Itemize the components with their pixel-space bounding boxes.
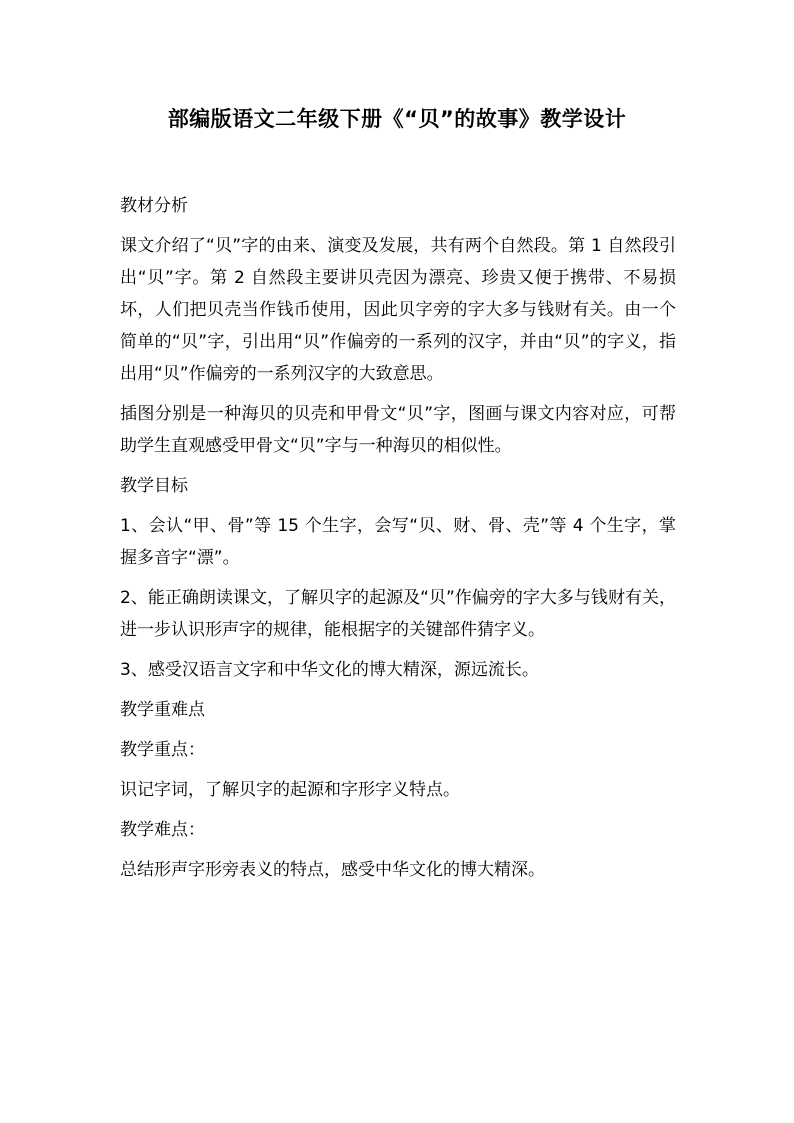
goal-item-1: 1、会认“甲、骨”等 15 个生字，会写“贝、财、骨、壳”等 4 个生字，掌握多音字“漂”。: [120, 516, 676, 568]
heading-key-difficulty: 教学重难点: [120, 700, 205, 720]
heading-goals: 教学目标: [120, 476, 188, 496]
key-text: 识记字词，了解贝字的起源和字形字义特点。: [120, 780, 460, 800]
document-body: [120, 190, 676, 894]
goal-item-3: 3、感受汉语言文字和中华文化的博大精深，源远流长。: [120, 660, 539, 680]
analysis-paragraph-1: 课文介绍了“贝”字的由来、演变及发展，共有两个自然段。第 1 自然段引出“贝”字。第 2 自然段主要讲贝壳因为漂亮、珍贵又便于携带、不易损坏，人们把贝壳当作钱币使用，因此贝字旁的字大多与钱财有关。由一个简单的“贝”字，引出用“贝”作偏旁的一系列的汉字，并由“贝”的字义，指出用“贝”作偏旁的一系列汉字的大致意思。: [120, 236, 676, 384]
key-label: 教学重点：: [120, 740, 205, 760]
difficulty-text: 总结形声字形旁表义的特点，感受中华文化的博大精深。: [120, 860, 545, 880]
goal-item-2: 2、能正确朗读课文，了解贝字的起源及“贝”作偏旁的字大多与钱财有关，进一步认识形声字的规律，能根据字的关键部件猜字义。: [120, 588, 676, 640]
heading-analysis: 教材分析: [120, 196, 188, 216]
document-title: 部编版语文二年级下册《“贝”的故事》教学设计: [167, 107, 627, 131]
analysis-paragraph-2: 插图分别是一种海贝的贝壳和甲骨文“贝”字，图画与课文内容对应，可帮助学生直观感受甲骨文“贝”字与一种海贝的相似性。: [120, 404, 676, 456]
difficulty-label: 教学难点：: [120, 820, 205, 840]
